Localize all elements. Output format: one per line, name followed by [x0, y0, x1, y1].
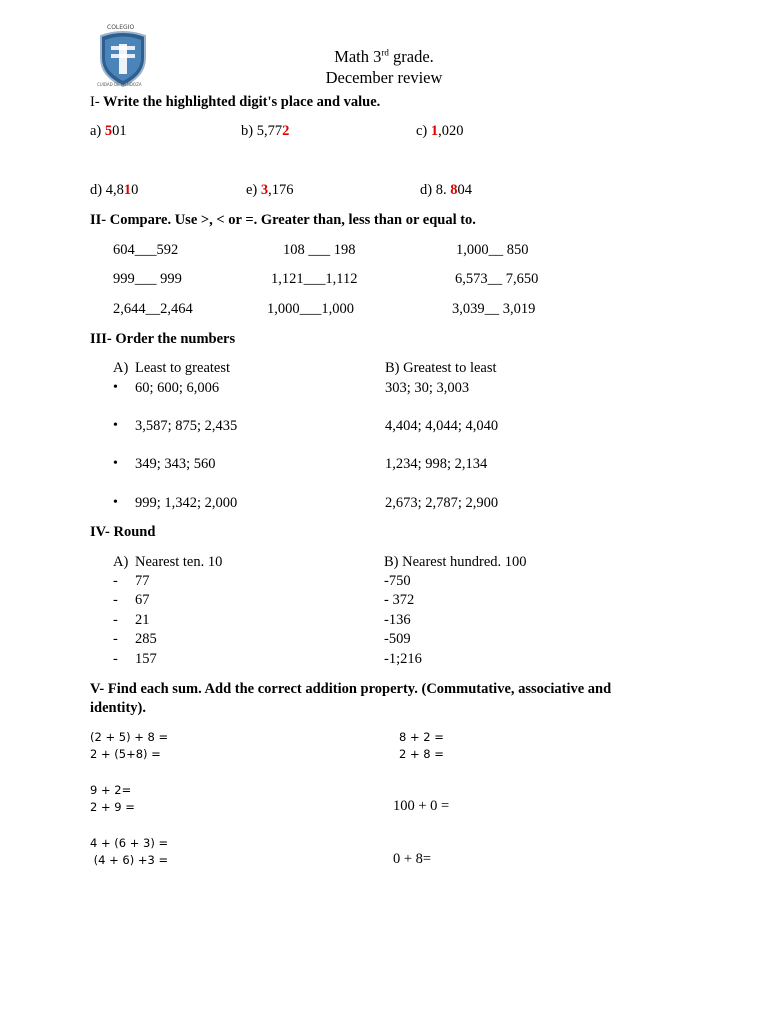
- section-3-heading: III- Order the numbers: [90, 331, 236, 347]
- round-a-title: Nearest ten. 10: [135, 554, 223, 570]
- section-5-heading: V- Find each sum. Add the correct addition property. (Commutative, associative and: [90, 681, 612, 697]
- logo-top-text: COLEGIO: [107, 24, 135, 31]
- round-b-item: -509: [384, 631, 411, 647]
- order-a-title: Least to greatest: [135, 360, 231, 376]
- compare-item: 2,644__2,464: [113, 301, 193, 317]
- round-a-label: A): [113, 554, 129, 570]
- place-value-item-f: d) 8. 804: [420, 182, 472, 198]
- compare-item: 1,000__ 850: [456, 242, 529, 258]
- sum-left-item: 9 + 2=: [90, 783, 132, 797]
- place-value-item-d: d) 4,810: [90, 182, 139, 198]
- order-a-item: 349; 343; 560: [135, 456, 216, 472]
- dash-marker: -: [113, 592, 118, 608]
- order-b-item: 303; 30; 3,003: [385, 380, 470, 396]
- order-b-item: 2,673; 2,787; 2,900: [385, 495, 499, 511]
- dash-marker: -: [113, 612, 118, 628]
- place-value-item-c: c) 1,020: [416, 123, 464, 139]
- place-value-item-b: b) 5,772: [241, 123, 290, 139]
- place-value-item-a: a) 501: [90, 123, 127, 139]
- dash-marker: -: [113, 631, 118, 647]
- bullet-icon: •: [113, 380, 118, 395]
- logo-bottom-text: CUIDAD DE MENDOZA: [97, 82, 142, 87]
- sum-right-item: 0 + 8=: [393, 851, 432, 867]
- sum-left-item: (4 + 6) +3 =: [90, 853, 169, 867]
- order-a-item: 3,587; 875; 2,435: [135, 418, 238, 434]
- sum-right-item: 2 + 8 =: [399, 747, 444, 761]
- round-a-item: 21: [135, 612, 150, 628]
- round-b-title: B) Nearest hundred. 100: [384, 554, 527, 570]
- bullet-icon: •: [113, 418, 118, 433]
- compare-item: 108 ___ 198: [283, 242, 356, 258]
- order-b-title: B) Greatest to least: [385, 360, 497, 376]
- round-b-item: -750: [384, 573, 411, 589]
- section-5-heading-cont: identity).: [90, 700, 146, 716]
- round-a-item: 67: [135, 592, 150, 608]
- bullet-icon: •: [113, 456, 118, 471]
- sum-right-item: 8 + 2 =: [399, 730, 444, 744]
- round-b-item: -136: [384, 612, 411, 628]
- round-a-item: 285: [135, 631, 157, 647]
- round-a-item: 157: [135, 651, 157, 667]
- page-subtitle: December review: [325, 68, 443, 87]
- compare-item: 6,573__ 7,650: [455, 271, 539, 287]
- order-b-item: 1,234; 998; 2,134: [385, 456, 488, 472]
- compare-item: 1,000___1,000: [267, 301, 354, 317]
- sum-left-item: 4 + (6 + 3) =: [90, 836, 169, 850]
- dash-marker: -: [113, 573, 118, 589]
- order-a-item: 60; 600; 6,006: [135, 380, 220, 396]
- page-title: Math 3rd grade.: [334, 47, 434, 66]
- dash-marker: -: [113, 651, 118, 667]
- sum-left-item: (2 + 5) + 8 =: [90, 730, 169, 744]
- section-4-heading: IV- Round: [90, 524, 156, 540]
- sum-right-item: 100 + 0 =: [393, 798, 450, 814]
- compare-item: 999___ 999: [113, 271, 182, 287]
- section-2-heading: II- Compare. Use >, < or =. Greater than, less than or equal to.: [90, 212, 476, 228]
- order-a-label: A): [113, 360, 129, 376]
- compare-item: 604___592: [113, 242, 179, 258]
- round-b-item: -1;216: [384, 651, 422, 667]
- round-a-item: 77: [135, 573, 150, 589]
- sum-left-item: 2 + 9 =: [90, 800, 135, 814]
- order-b-item: 4,404; 4,044; 4,040: [385, 418, 499, 434]
- sum-left-item: 2 + (5+8) =: [90, 747, 161, 761]
- compare-item: 3,039__ 3,019: [452, 301, 536, 317]
- round-b-item: - 372: [384, 592, 415, 608]
- place-value-item-e: e) 3,176: [246, 182, 294, 198]
- section-1-heading: I- Write the highlighted digit's place and value.: [90, 94, 381, 110]
- compare-item: 1,121___1,112: [271, 271, 358, 287]
- order-a-item: 999; 1,342; 2,000: [135, 495, 238, 511]
- bullet-icon: •: [113, 495, 118, 510]
